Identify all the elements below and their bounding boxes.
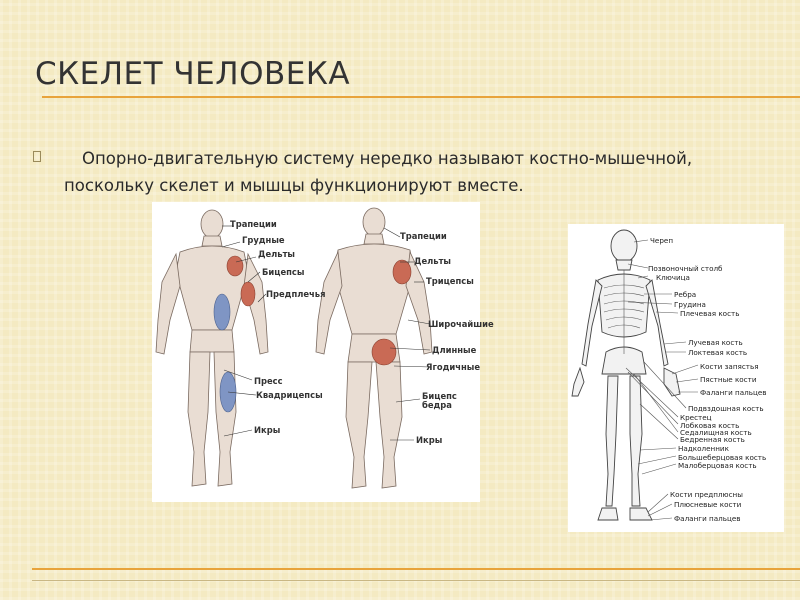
label-ribs: Ребра bbox=[674, 290, 697, 299]
muscle-anatomy-image bbox=[152, 202, 494, 502]
label-sternum: Грудина bbox=[674, 300, 706, 309]
label-front-pectorals: Грудные bbox=[242, 235, 285, 245]
footer-thin-divider bbox=[32, 580, 800, 581]
footer-divider bbox=[32, 568, 800, 570]
label-humerus: Плечевая кость bbox=[680, 309, 740, 318]
label-front-forearms: Предплечья bbox=[266, 289, 326, 299]
label-fibula: Малоберцовая кость bbox=[678, 461, 757, 470]
label-radius: Лучевая кость bbox=[688, 338, 743, 347]
label-front-biceps: Бицепсы bbox=[262, 267, 305, 277]
label-back-glutes: Ягодичные bbox=[426, 362, 480, 372]
label-phalanges-hand: Фаланги пальцев bbox=[700, 388, 767, 397]
label-clavicle: Ключица bbox=[656, 273, 690, 282]
label-femur: Бедренная кость bbox=[680, 435, 745, 444]
label-skull: Череп bbox=[650, 236, 674, 245]
bullet-paragraph: Опорно-двигательную систему нередко называют костно-мышечной, поскольку скелет и мышцы функционируют вместе. bbox=[64, 149, 693, 195]
label-front-abs: Пресс bbox=[254, 376, 283, 386]
label-back-trapezius: Трапеции bbox=[400, 231, 447, 241]
label-ulna: Локтевая кость bbox=[688, 348, 748, 357]
label-metacarpals: Пястные кости bbox=[700, 375, 757, 384]
label-front-deltoids: Дельты bbox=[258, 249, 295, 259]
label-back-long: Длинные bbox=[432, 345, 477, 355]
label-ischium: Седалищная кость bbox=[680, 428, 752, 437]
slide-title: СКЕЛЕТ ЧЕЛОВЕКА bbox=[35, 56, 351, 92]
label-front-calves: Икры bbox=[254, 425, 281, 435]
bullet-icon bbox=[33, 151, 41, 162]
label-back-calves: Икры bbox=[416, 435, 443, 445]
label-front-quadriceps: Квадрицепсы bbox=[256, 390, 323, 400]
title-divider bbox=[42, 96, 800, 98]
label-ilium: Подвздошная кость bbox=[688, 404, 764, 413]
label-tarsals: Кости предплюсны bbox=[670, 490, 743, 499]
label-pubis: Лобковая кость bbox=[680, 421, 740, 430]
label-patella: Надколенник bbox=[678, 444, 729, 453]
label-metatarsals: Плюсневые кости bbox=[674, 500, 742, 509]
label-back-lats: Широчайшие bbox=[428, 319, 494, 329]
label-sacrum: Крестец bbox=[680, 413, 712, 422]
label-phalanges-foot: Фаланги пальцев bbox=[674, 514, 741, 523]
label-back-deltoids: Дельты bbox=[414, 256, 451, 266]
label-spine: Позвоночный столб bbox=[648, 264, 723, 273]
label-back-triceps: Трицепсы bbox=[426, 276, 474, 286]
label-carpals: Кости запястья bbox=[700, 362, 759, 371]
skeleton-anatomy-image bbox=[568, 224, 784, 532]
muscle-figures-drawing bbox=[152, 202, 480, 502]
label-tibia: Большеберцовая кость bbox=[678, 453, 767, 462]
label-front-trapezius: Трапеции bbox=[230, 219, 277, 229]
label-back-hamstrings: Бицепс бедра bbox=[422, 391, 457, 410]
